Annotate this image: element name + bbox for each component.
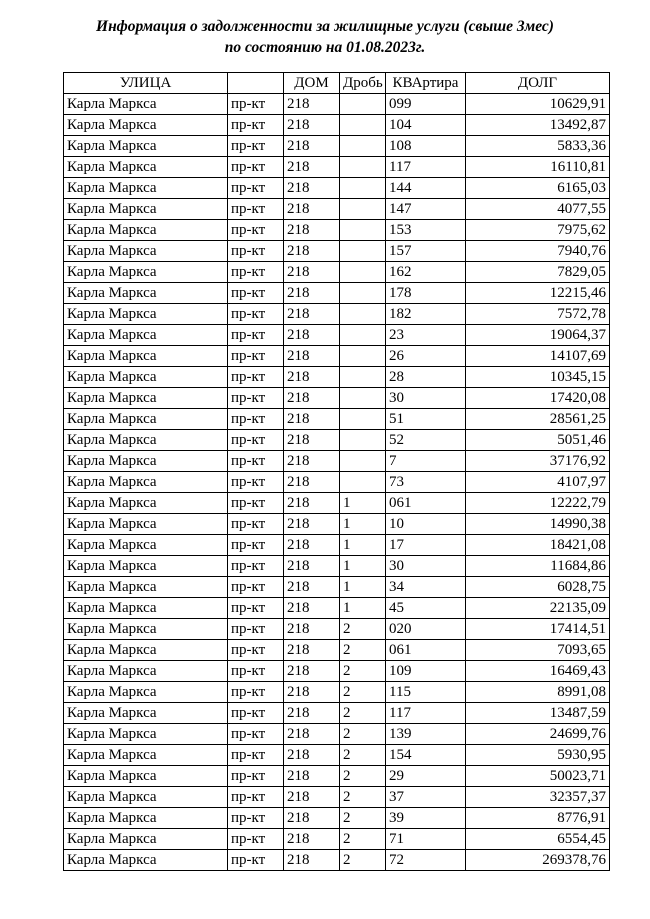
apartment-cell: 061 (386, 640, 466, 661)
table-row (64, 157, 610, 178)
debt-cell: 8991,08 (466, 682, 610, 703)
table-row (64, 388, 610, 409)
fraction-cell: 1 (340, 493, 386, 514)
house-cell: 218 (284, 619, 340, 640)
house-cell: 218 (284, 283, 340, 304)
debt-cell: 28561,25 (466, 409, 610, 430)
house-cell: 218 (284, 640, 340, 661)
street-cell: Карла Маркса (64, 598, 228, 619)
street-type-cell: пр-кт (228, 514, 284, 535)
table-body (64, 94, 610, 871)
apartment-cell: 139 (386, 724, 466, 745)
debt-cell: 269378,76 (466, 850, 610, 871)
street-cell: Карла Маркса (64, 472, 228, 493)
street-cell: Карла Маркса (64, 388, 228, 409)
table-row (64, 136, 610, 157)
fraction-cell (340, 304, 386, 325)
apartment-cell: 34 (386, 577, 466, 598)
fraction-cell: 2 (340, 703, 386, 724)
house-cell: 218 (284, 766, 340, 787)
house-cell: 218 (284, 682, 340, 703)
apartment-cell: 17 (386, 535, 466, 556)
title-line-1: Информация о задолженности за жилищные услуги (свыше 3мес) (96, 18, 554, 35)
street-type-cell: пр-кт (228, 535, 284, 556)
debt-cell: 22135,09 (466, 598, 610, 619)
table-row (64, 115, 610, 136)
fraction-cell (340, 451, 386, 472)
apartment-cell: 157 (386, 241, 466, 262)
house-cell: 218 (284, 514, 340, 535)
debt-cell: 5051,46 (466, 430, 610, 451)
fraction-cell: 2 (340, 787, 386, 808)
street-cell: Карла Маркса (64, 304, 228, 325)
fraction-cell (340, 430, 386, 451)
street-type-cell: пр-кт (228, 745, 284, 766)
street-type-cell: пр-кт (228, 829, 284, 850)
table-row (64, 619, 610, 640)
debt-cell: 10629,91 (466, 94, 610, 115)
table-row (64, 703, 610, 724)
street-type-cell: пр-кт (228, 661, 284, 682)
apartment-cell: 52 (386, 430, 466, 451)
street-cell: Карла Маркса (64, 514, 228, 535)
street-type-cell: пр-кт (228, 367, 284, 388)
fraction-cell: 2 (340, 766, 386, 787)
street-cell: Карла Маркса (64, 745, 228, 766)
house-cell: 218 (284, 409, 340, 430)
street-cell: Карла Маркса (64, 703, 228, 724)
debt-cell: 14107,69 (466, 346, 610, 367)
house-cell: 218 (284, 577, 340, 598)
house-cell: 218 (284, 136, 340, 157)
street-type-cell: пр-кт (228, 787, 284, 808)
street-cell: Карла Маркса (64, 682, 228, 703)
street-type-cell: пр-кт (228, 283, 284, 304)
apartment-cell: 23 (386, 325, 466, 346)
table-row (64, 94, 610, 115)
street-cell: Карла Маркса (64, 787, 228, 808)
table-row (64, 430, 610, 451)
street-type-cell: пр-кт (228, 136, 284, 157)
apartment-cell: 178 (386, 283, 466, 304)
apartment-cell: 104 (386, 115, 466, 136)
street-cell: Карла Маркса (64, 661, 228, 682)
street-cell: Карла Маркса (64, 430, 228, 451)
table-row (64, 451, 610, 472)
house-cell: 218 (284, 787, 340, 808)
table-header-row (64, 73, 610, 94)
debt-cell: 12215,46 (466, 283, 610, 304)
table-row (64, 409, 610, 430)
table-row (64, 199, 610, 220)
debt-table (63, 72, 610, 871)
fraction-cell (340, 136, 386, 157)
house-cell: 218 (284, 745, 340, 766)
street-type-cell: пр-кт (228, 703, 284, 724)
fraction-cell: 1 (340, 577, 386, 598)
street-type-cell: пр-кт (228, 598, 284, 619)
debt-cell: 16469,43 (466, 661, 610, 682)
fraction-cell (340, 283, 386, 304)
street-cell: Карла Маркса (64, 724, 228, 745)
debt-cell: 8776,91 (466, 808, 610, 829)
fraction-cell: 2 (340, 682, 386, 703)
apartment-cell: 7 (386, 451, 466, 472)
apartment-cell: 154 (386, 745, 466, 766)
street-cell: Карла Маркса (64, 577, 228, 598)
debt-cell: 7975,62 (466, 220, 610, 241)
fraction-cell (340, 157, 386, 178)
table-row (64, 262, 610, 283)
apartment-cell: 147 (386, 199, 466, 220)
apartment-cell: 109 (386, 661, 466, 682)
street-type-cell: пр-кт (228, 241, 284, 262)
debt-cell: 5833,36 (466, 136, 610, 157)
fraction-cell: 2 (340, 829, 386, 850)
fraction-cell (340, 367, 386, 388)
column-header-fraction: Дробь (340, 73, 386, 94)
debt-cell: 11684,86 (466, 556, 610, 577)
fraction-cell: 1 (340, 535, 386, 556)
apartment-cell: 73 (386, 472, 466, 493)
house-cell: 218 (284, 661, 340, 682)
house-cell: 218 (284, 346, 340, 367)
street-cell: Карла Маркса (64, 346, 228, 367)
house-cell: 218 (284, 388, 340, 409)
apartment-cell: 10 (386, 514, 466, 535)
house-cell: 218 (284, 472, 340, 493)
debt-cell: 12222,79 (466, 493, 610, 514)
fraction-cell (340, 472, 386, 493)
street-type-cell: пр-кт (228, 451, 284, 472)
fraction-cell: 1 (340, 556, 386, 577)
debt-cell: 6554,45 (466, 829, 610, 850)
table-row (64, 682, 610, 703)
apartment-cell: 182 (386, 304, 466, 325)
table-row (64, 850, 610, 871)
apartment-cell: 29 (386, 766, 466, 787)
table-row (64, 283, 610, 304)
street-type-cell: пр-кт (228, 808, 284, 829)
fraction-cell: 2 (340, 619, 386, 640)
street-cell: Карла Маркса (64, 241, 228, 262)
fraction-cell: 2 (340, 808, 386, 829)
street-type-cell: пр-кт (228, 325, 284, 346)
debt-cell: 17420,08 (466, 388, 610, 409)
debt-cell: 13492,87 (466, 115, 610, 136)
table-row (64, 472, 610, 493)
house-cell: 218 (284, 829, 340, 850)
street-cell: Карла Маркса (64, 220, 228, 241)
street-cell: Карла Маркса (64, 157, 228, 178)
house-cell: 218 (284, 178, 340, 199)
fraction-cell (340, 178, 386, 199)
street-type-cell: пр-кт (228, 556, 284, 577)
house-cell: 218 (284, 598, 340, 619)
table-row (64, 766, 610, 787)
fraction-cell: 2 (340, 745, 386, 766)
apartment-cell: 45 (386, 598, 466, 619)
street-cell: Карла Маркса (64, 619, 228, 640)
debt-cell: 4107,97 (466, 472, 610, 493)
street-type-cell: пр-кт (228, 409, 284, 430)
street-type-cell: пр-кт (228, 94, 284, 115)
table-row (64, 598, 610, 619)
street-type-cell: пр-кт (228, 199, 284, 220)
title-line-2: по состоянию на 01.08.2023г. (224, 39, 426, 56)
debt-cell: 14990,38 (466, 514, 610, 535)
debt-cell: 24699,76 (466, 724, 610, 745)
house-cell: 218 (284, 115, 340, 136)
debt-cell: 7093,65 (466, 640, 610, 661)
fraction-cell: 2 (340, 640, 386, 661)
table-row (64, 577, 610, 598)
apartment-cell: 72 (386, 850, 466, 871)
apartment-cell: 28 (386, 367, 466, 388)
apartment-cell: 162 (386, 262, 466, 283)
column-header-house: ДОМ (284, 73, 340, 94)
street-cell: Карла Маркса (64, 94, 228, 115)
table-row (64, 745, 610, 766)
apartment-cell: 37 (386, 787, 466, 808)
fraction-cell (340, 199, 386, 220)
street-type-cell: пр-кт (228, 430, 284, 451)
column-header-debt: ДОЛГ (466, 73, 610, 94)
street-type-cell: пр-кт (228, 850, 284, 871)
street-cell: Карла Маркса (64, 199, 228, 220)
table-row (64, 220, 610, 241)
street-cell: Карла Маркса (64, 367, 228, 388)
fraction-cell (340, 115, 386, 136)
debt-cell: 6165,03 (466, 178, 610, 199)
table-row (64, 178, 610, 199)
street-type-cell: пр-кт (228, 262, 284, 283)
table-row (64, 514, 610, 535)
apartment-cell: 099 (386, 94, 466, 115)
apartment-cell: 117 (386, 157, 466, 178)
street-type-cell: пр-кт (228, 682, 284, 703)
street-cell: Карла Маркса (64, 850, 228, 871)
street-type-cell: пр-кт (228, 577, 284, 598)
street-type-cell: пр-кт (228, 766, 284, 787)
apartment-cell: 71 (386, 829, 466, 850)
house-cell: 218 (284, 157, 340, 178)
debt-cell: 32357,37 (466, 787, 610, 808)
house-cell: 218 (284, 199, 340, 220)
street-cell: Карла Маркса (64, 115, 228, 136)
street-cell: Карла Маркса (64, 808, 228, 829)
street-type-cell: пр-кт (228, 178, 284, 199)
debt-cell: 16110,81 (466, 157, 610, 178)
fraction-cell (340, 409, 386, 430)
table-row (64, 493, 610, 514)
apartment-cell: 144 (386, 178, 466, 199)
fraction-cell (340, 346, 386, 367)
house-cell: 218 (284, 262, 340, 283)
house-cell: 218 (284, 94, 340, 115)
debt-cell: 7829,05 (466, 262, 610, 283)
fraction-cell: 1 (340, 514, 386, 535)
fraction-cell: 2 (340, 661, 386, 682)
street-type-cell: пр-кт (228, 640, 284, 661)
fraction-cell (340, 220, 386, 241)
house-cell: 218 (284, 325, 340, 346)
debt-cell: 6028,75 (466, 577, 610, 598)
street-type-cell: пр-кт (228, 472, 284, 493)
debt-cell: 4077,55 (466, 199, 610, 220)
table-row (64, 661, 610, 682)
fraction-cell (340, 325, 386, 346)
column-header-apartment: КВАртира (386, 73, 466, 94)
table-row (64, 304, 610, 325)
table-row (64, 367, 610, 388)
house-cell: 218 (284, 850, 340, 871)
table-row (64, 640, 610, 661)
street-cell: Карла Маркса (64, 556, 228, 577)
debt-cell: 50023,71 (466, 766, 610, 787)
house-cell: 218 (284, 367, 340, 388)
house-cell: 218 (284, 556, 340, 577)
street-type-cell: пр-кт (228, 493, 284, 514)
column-header-type (228, 73, 284, 94)
street-cell: Карла Маркса (64, 178, 228, 199)
fraction-cell: 2 (340, 724, 386, 745)
street-cell: Карла Маркса (64, 325, 228, 346)
house-cell: 218 (284, 703, 340, 724)
house-cell: 218 (284, 304, 340, 325)
street-cell: Карла Маркса (64, 451, 228, 472)
house-cell: 218 (284, 724, 340, 745)
street-type-cell: пр-кт (228, 304, 284, 325)
fraction-cell (340, 94, 386, 115)
street-cell: Карла Маркса (64, 640, 228, 661)
street-type-cell: пр-кт (228, 388, 284, 409)
street-cell: Карла Маркса (64, 829, 228, 850)
document-title (0, 16, 650, 58)
street-type-cell: пр-кт (228, 157, 284, 178)
debt-cell: 17414,51 (466, 619, 610, 640)
debt-cell: 18421,08 (466, 535, 610, 556)
street-cell: Карла Маркса (64, 136, 228, 157)
debt-cell: 5930,95 (466, 745, 610, 766)
debt-cell: 7572,78 (466, 304, 610, 325)
table-row (64, 241, 610, 262)
fraction-cell: 1 (340, 598, 386, 619)
fraction-cell: 2 (340, 850, 386, 871)
street-type-cell: пр-кт (228, 346, 284, 367)
house-cell: 218 (284, 430, 340, 451)
debt-cell: 13487,59 (466, 703, 610, 724)
street-cell: Карла Маркса (64, 535, 228, 556)
table-row (64, 325, 610, 346)
apartment-cell: 115 (386, 682, 466, 703)
fraction-cell (340, 262, 386, 283)
column-header-street: УЛИЦА (64, 73, 228, 94)
street-type-cell: пр-кт (228, 619, 284, 640)
table-row (64, 724, 610, 745)
apartment-cell: 117 (386, 703, 466, 724)
table-row (64, 829, 610, 850)
house-cell: 218 (284, 535, 340, 556)
table-row (64, 556, 610, 577)
table-row (64, 787, 610, 808)
street-type-cell: пр-кт (228, 220, 284, 241)
debt-cell: 19064,37 (466, 325, 610, 346)
apartment-cell: 26 (386, 346, 466, 367)
house-cell: 218 (284, 451, 340, 472)
apartment-cell: 020 (386, 619, 466, 640)
street-type-cell: пр-кт (228, 724, 284, 745)
fraction-cell (340, 388, 386, 409)
apartment-cell: 39 (386, 808, 466, 829)
debt-cell: 10345,15 (466, 367, 610, 388)
house-cell: 218 (284, 808, 340, 829)
debt-cell: 37176,92 (466, 451, 610, 472)
apartment-cell: 51 (386, 409, 466, 430)
house-cell: 218 (284, 493, 340, 514)
table-row (64, 535, 610, 556)
apartment-cell: 108 (386, 136, 466, 157)
apartment-cell: 30 (386, 556, 466, 577)
street-cell: Карла Маркса (64, 493, 228, 514)
street-cell: Карла Маркса (64, 766, 228, 787)
table-row (64, 346, 610, 367)
house-cell: 218 (284, 241, 340, 262)
street-cell: Карла Маркса (64, 262, 228, 283)
street-cell: Карла Маркса (64, 283, 228, 304)
street-cell: Карла Маркса (64, 409, 228, 430)
debt-cell: 7940,76 (466, 241, 610, 262)
apartment-cell: 061 (386, 493, 466, 514)
table-row (64, 808, 610, 829)
fraction-cell (340, 241, 386, 262)
apartment-cell: 30 (386, 388, 466, 409)
apartment-cell: 153 (386, 220, 466, 241)
street-type-cell: пр-кт (228, 115, 284, 136)
house-cell: 218 (284, 220, 340, 241)
